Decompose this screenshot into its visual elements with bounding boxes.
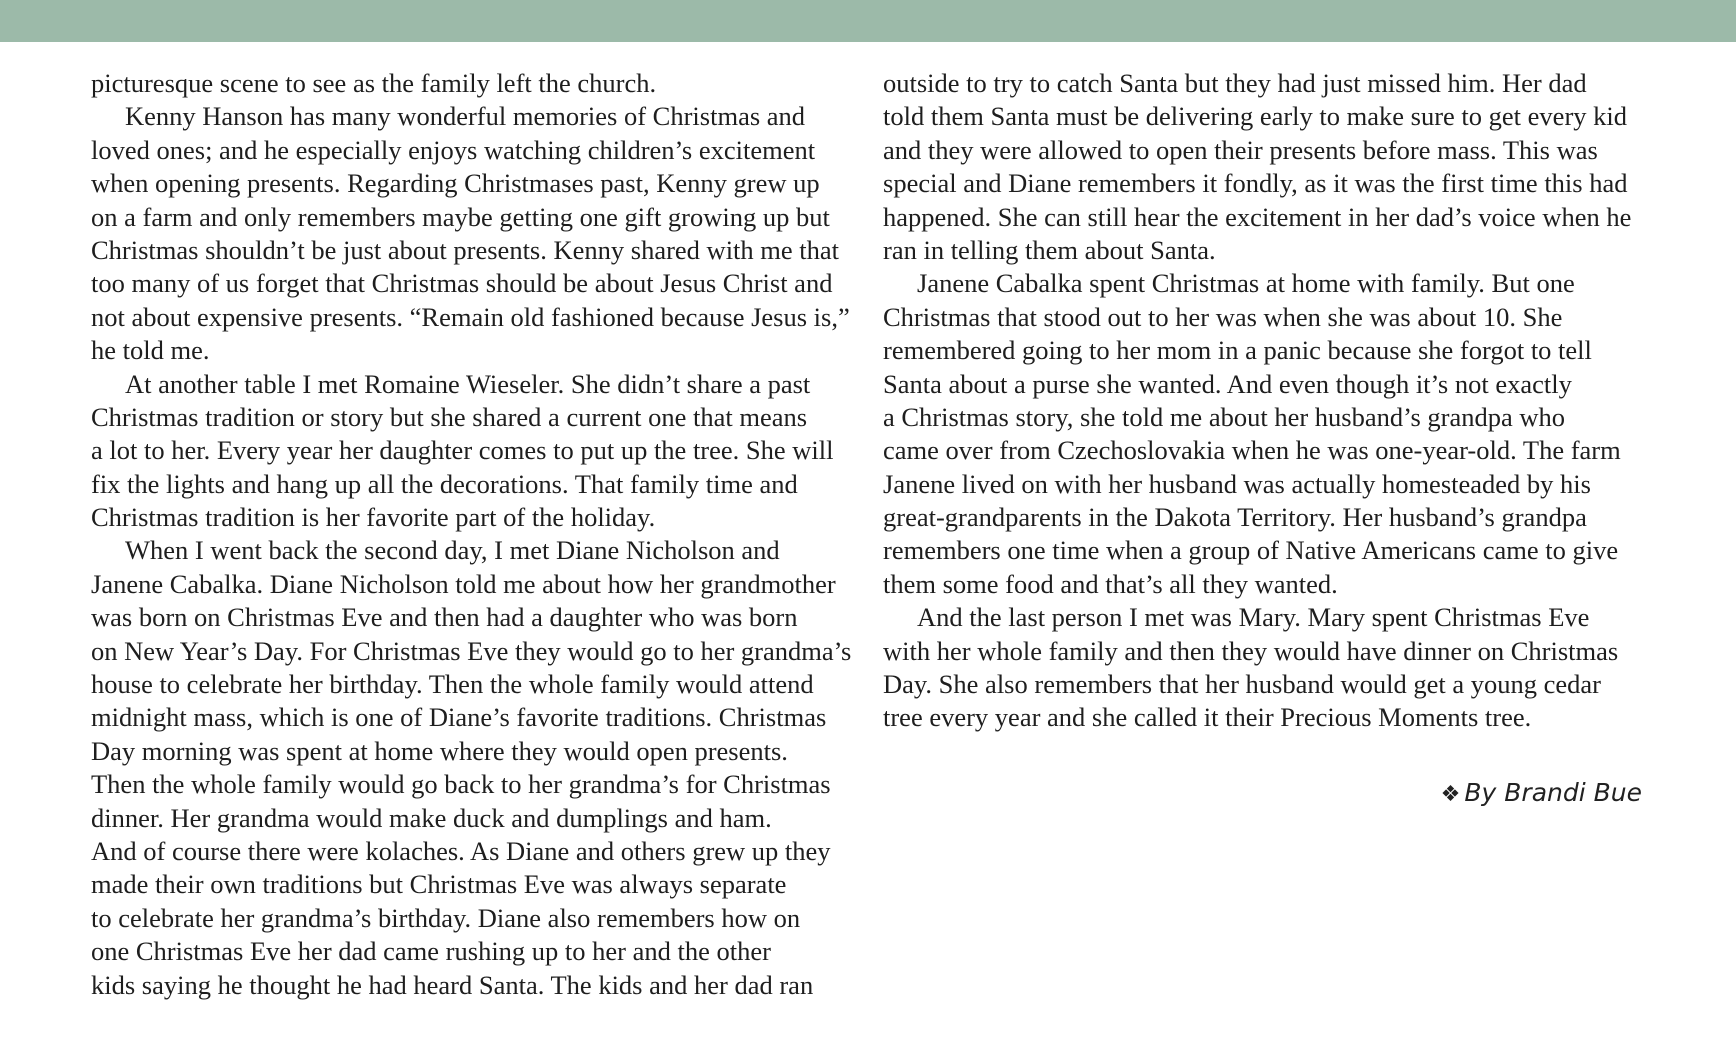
text-line: special and Diane remembers it fondly, as it was the first time this had — [883, 168, 1628, 199]
text-line: house to celebrate her birthday. Then the whole family would attend — [91, 669, 814, 700]
text-line: Day morning was spent at home where they would open presents. — [91, 735, 788, 766]
article-column-right — [883, 67, 1643, 735]
text-line: outside to try to catch Santa but they had just missed him. Her dad — [883, 68, 1587, 98]
text-line: one Christmas Eve her dad came rushing up to her and the other — [91, 936, 771, 967]
text-line: great-grandparents in the Dakota Territory. Her husband’s grandpa — [883, 502, 1587, 533]
text-line: on a farm and only remembers maybe getting one gift growing up but — [91, 201, 830, 232]
text-line: not about expensive presents. “Remain old fashioned because Jesus is,” — [91, 301, 850, 332]
text-line: Santa about a purse she wanted. And even though it’s not exactly — [883, 368, 1572, 399]
text-line: fix the lights and hang up all the decorations. That family time and — [91, 468, 798, 499]
text-line: remembers one time when a group of Native Americans came to give — [883, 535, 1619, 566]
author-byline — [1441, 778, 1642, 807]
text-line: Janene lived on with her husband was actually homesteaded by his — [883, 468, 1591, 499]
text-line: happened. She can still hear the excitement in her dad’s voice when he — [883, 201, 1632, 232]
text-line: And the last person I met was Mary. Mary spent Christmas Eve — [917, 602, 1590, 633]
text-line: Then the whole family would go back to her grandma’s for Christmas — [91, 769, 831, 800]
text-line: dinner. Her grandma would make duck and dumplings and ham. — [91, 802, 772, 833]
text-line: told them Santa must be delivering early to make sure to get every kid — [883, 101, 1628, 132]
text-line: made their own traditions but Christmas Eve was always separate — [91, 869, 787, 900]
text-line: ran in telling them about Santa. — [883, 234, 1216, 265]
text-line: a Christmas story, she told me about her husband’s grandpa who — [883, 401, 1566, 432]
text-line: them some food and that’s all they wanted. — [883, 568, 1338, 599]
text-line: loved ones; and he especially enjoys watching children’s excitement — [91, 134, 816, 165]
text-line: And of course there were kolaches. As Diane and others grew up they — [91, 835, 831, 866]
text-line: midnight mass, which is one of Diane’s favorite traditions. Christmas — [91, 702, 827, 733]
text-line: to celebrate her grandma’s birthday. Diane also remembers how on — [91, 902, 801, 933]
text-line: tree every year and she called it their Precious Moments tree. — [883, 702, 1532, 733]
four-diamond-ornament-icon: ❖ — [1440, 782, 1461, 807]
text-line: kids saying he thought he had heard Santa. The kids and her dad ran — [91, 969, 814, 1000]
text-line: Janene Cabalka spent Christmas at home with family. But one — [917, 268, 1575, 299]
text-line: Christmas shouldn’t be just about presents. Kenny shared with me that — [91, 234, 840, 265]
byline-text: By Brandi Bue — [1464, 778, 1642, 807]
text-line: came over from Czechoslovakia when he was one-year-old. The farm — [883, 435, 1621, 466]
text-line: on New Year’s Day. For Christmas Eve they would go to her grandma’s — [91, 635, 852, 666]
text-line: Kenny Hanson has many wonderful memories of Christmas and — [125, 101, 806, 132]
text-line: a lot to her. Every year her daughter comes to put up the tree. She will — [91, 435, 834, 466]
text-line: picturesque scene to see as the family left the church. — [91, 68, 657, 98]
text-line: was born on Christmas Eve and then had a daughter who was born — [91, 602, 798, 633]
text-line: When I went back the second day, I met Diane Nicholson and — [125, 535, 780, 566]
article-column-left — [91, 67, 851, 1002]
text-line: he told me. — [91, 335, 210, 366]
text-line: Christmas tradition or story but she shared a current one that means — [91, 401, 808, 432]
text-line: with her whole family and then they would have dinner on Christmas — [883, 635, 1619, 666]
text-line: Christmas tradition is her favorite part of the holiday. — [91, 502, 656, 533]
text-line: At another table I met Romaine Wieseler. She didn’t share a past — [125, 368, 811, 399]
text-line: Christmas that stood out to her was when she was about 10. She — [883, 301, 1563, 332]
text-line: when opening presents. Regarding Christmases past, Kenny grew up — [91, 168, 820, 199]
text-line: and they were allowed to open their presents before mass. This was — [883, 134, 1598, 165]
header-color-band — [0, 0, 1736, 42]
text-line: Janene Cabalka. Diane Nicholson told me about how her grandmother — [91, 568, 836, 599]
text-line: Day. She also remembers that her husband would get a young cedar — [883, 669, 1601, 700]
text-line: remembered going to her mom in a panic because she forgot to tell — [883, 335, 1592, 366]
text-line: too many of us forget that Christmas should be about Jesus Christ and — [91, 268, 833, 299]
